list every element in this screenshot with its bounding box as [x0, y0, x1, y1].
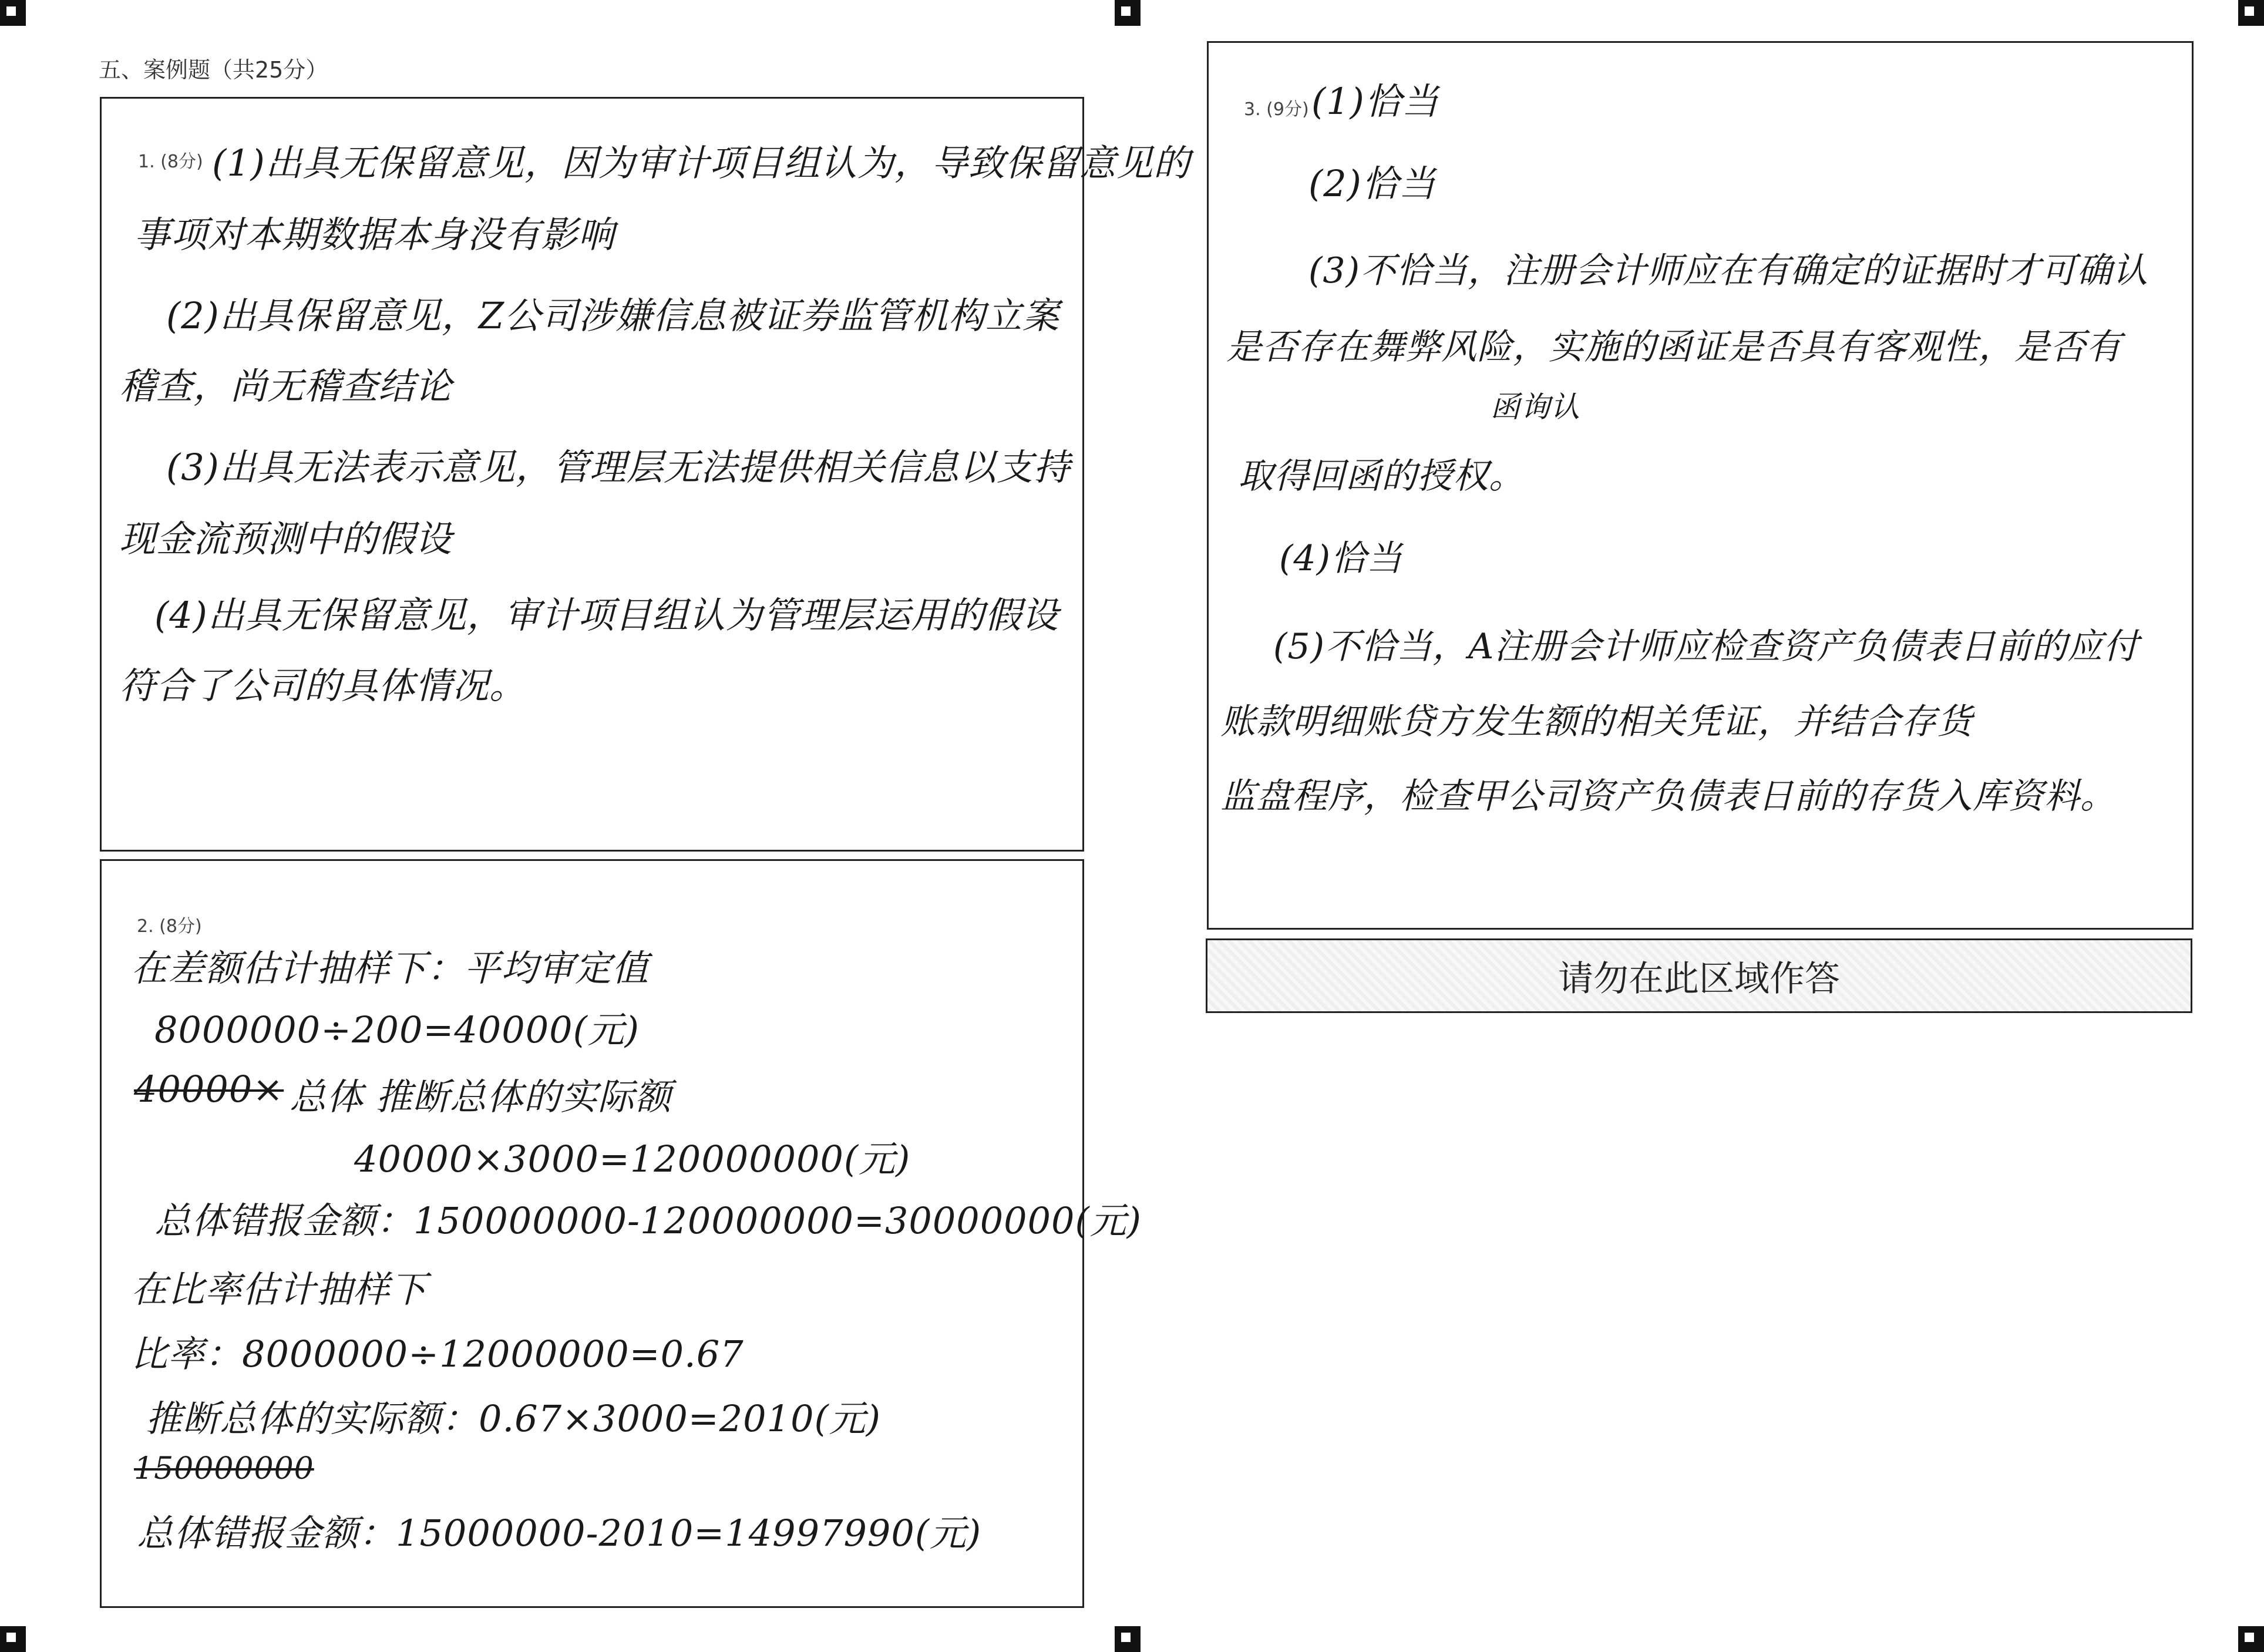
answer-line: (2)恰当: [1308, 162, 1436, 205]
answer-line: (4)恰当: [1279, 538, 1402, 579]
answer-line: 推断总体的实际额：0.67×3000=2010(元): [146, 1397, 881, 1440]
answer-line: 8000000÷200=40000(元): [154, 1008, 640, 1051]
answer-line: 现金流预测中的假设: [119, 517, 453, 560]
corner-marker-bottom-left: [0, 1626, 26, 1652]
answer-line: (2)出具保留意见，Z公司涉嫌信息被证券监管机构立案: [166, 294, 1059, 337]
answer-line: 是否存在舞弊风险，实施的函证是否具有客观性，是否有: [1226, 327, 2122, 368]
answer-line: (4)出具无保留意见，审计项目组认为管理层运用的假设: [154, 594, 1059, 637]
struck-answer-text: 150000000: [134, 1451, 314, 1486]
marker-top-middle: [1115, 0, 1141, 26]
corner-marker-top-right: [2238, 0, 2264, 26]
section-title: 五、案例题（共25分）: [99, 57, 328, 83]
corner-marker-bottom-right: [2238, 1626, 2264, 1652]
answer-line: 稽查，尚无稽查结论: [119, 365, 453, 408]
answer-line: 总体 推断总体的实际额: [290, 1075, 672, 1118]
struck-answer-text: 40000×: [134, 1068, 284, 1111]
answer-line: 在比率估计抽样下: [131, 1268, 428, 1311]
corner-marker-top-left: [0, 0, 26, 26]
answer-insertion: 函询认: [1491, 390, 1580, 424]
answer-line: 账款明细账贷方发生额的相关凭证，并结合存货: [1220, 701, 1973, 742]
answer-line: 总体错报金额：150000000-120000000=30000000(元): [154, 1199, 1142, 1242]
answer-line: (1)恰当: [1311, 80, 1439, 123]
answer-line: (1)出具无保留意见，因为审计项目组认为，导致保留意见的: [212, 142, 1190, 184]
answer-line: 取得回函的授权。: [1238, 456, 1525, 497]
answer-line: (5)不恰当，A注册会计师应检查资产负债表日前的应付: [1273, 626, 2139, 667]
marker-bottom-middle: [1115, 1626, 1141, 1652]
answer-line: 比率：8000000÷12000000=0.67: [131, 1333, 744, 1375]
no-answer-zone: [1206, 938, 2192, 1013]
answer-line: 在差额估计抽样下：平均审定值: [131, 947, 650, 990]
answer-line: (3)出具无法表示意见，管理层无法提供相关信息以支持: [166, 446, 1071, 489]
answer-line: (3)不恰当，注册会计师应在有确定的证据时才可确认: [1308, 250, 2148, 291]
question-label: 1. (8分): [138, 152, 203, 172]
answer-box-q1[interactable]: [100, 97, 1190, 852]
answer-line: 40000×3000=120000000(元): [354, 1138, 911, 1180]
answer-line: 总体错报金额：15000000-2010=14997990(元): [137, 1512, 982, 1555]
answer-box-q3[interactable]: [1207, 41, 2194, 930]
answer-box-q2[interactable]: [100, 859, 1142, 1608]
answer-line: 符合了公司的具体情况。: [119, 664, 527, 707]
question-label: 2. (8分): [137, 916, 202, 937]
answer-line: 事项对本期数据本身没有影响: [134, 213, 615, 256]
no-answer-label: 请勿在此区域作答: [1558, 958, 1840, 1000]
question-label: 3. (9分): [1244, 99, 1309, 120]
answer-line: 监盘程序，检查甲公司资产负债表日前的存货入库资料。: [1220, 776, 2116, 817]
